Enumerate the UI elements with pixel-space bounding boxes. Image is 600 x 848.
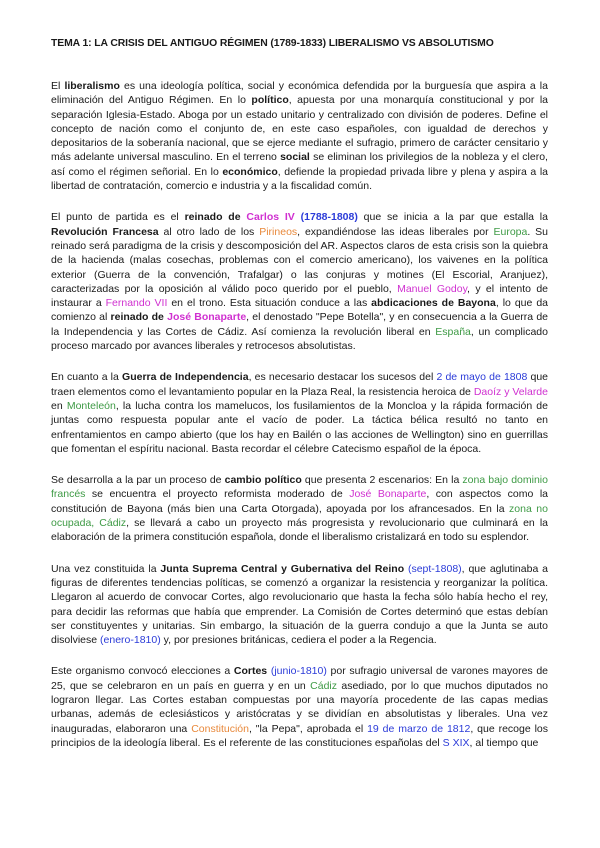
paragraph-liberalismo: El liberalismo es una ideología política, social y económica defendida por la burguesía que aspira a la eliminación del Antiguo Régimen. En lo político, apuesta por una monarquía constitucional y por la separación Iglesia-Estado. Aboga por un estado unitario y centralizado con división de poderes. Define el concepto de nación como el conjunto de, en este caso españoles, con igualdad de derechos y depositarios de la soberanía nacional, que se ejerce mediante el sufragio, primero de carácter censitario y más adelante universal masculino. En el terreno social se eliminan los privilegios de la nobleza y el clero, así como el régimen señorial. En lo económico, defiende la propiedad privada libre y plena y aspira a la libertad de contratación, comercio e industria y a la fiscalidad común. (51, 80, 549, 193)
paragraph-carlos-iv: El punto de partida es el reinado de Carlos IV (1788-1808) que se inicia a la par que estalla la Revolución Francesa al otro lado de los Pirineos, expandiéndose las ideas liberales por Europa. Su reinado será paradigma de la crisis y descomposición del AR. Aspectos claros de esta crisis son la quiebra de la hacienda (malas cosechas, problemas con el comercio americano), los vaivenes en la política exterior (Guerra de la convención, Trafalgar) o las conjuras y motines (El Escorial, Aranjuez), caracterizadas por la oposición al válido poco querido por el pueblo, Manuel Godoy, y el intento de instaurar a Fernando VII en el trono. Esta situación conduce a las abdicaciones de Bayona, lo que da comienzo al reinado de José Bonaparte, el denostado "Pepe Botella", y en consecuencia a la Guerra de la Independencia y las Cortes de Cádiz. Así comienza la revolución liberal en España, un complicado proceso marcado por avances liberales y retrocesos absolutistas. (51, 211, 549, 353)
paragraph-cambio-politico: Se desarrolla a la par un proceso de cambio político que presenta 2 escenarios: En la zona bajo dominio francés se encuentra el proyecto reformista moderado de José Bonaparte, con aspectos como la constitución de Bayona (más bien una Carta Otorgada), apoyada por los afrancesados. En la zona no ocupada, Cádiz, se llevará a cabo un proyecto más progresista y revolucionario que culminará en la elaboración de la primera constitución española, donde el liberalismo cristalizará en todo su esplendor. (51, 474, 549, 544)
page-title: TEMA 1: LA CRISIS DEL ANTIGUO RÉGIMEN (1789-1833) LIBERALISMO VS ABSOLUTISMO (51, 38, 494, 49)
paragraph-guerra-independencia: En cuanto a la Guerra de Independencia, es necesario destacar los sucesos del 2 de mayo de 1808 que traen elementos como el levantamiento popular en la Plaza Real, la resistencia heroica de Daoíz y Velarde en Monteleón, la lucha contra los mamelucos, los fusilamientos de la Moncloa y la rápida formación de juntas como respuesta popular ante el vacío de poder. La táctica bélica resultó no tanto en enfrentamientos en campo abierto (que los hay en Bailén o las acciones de Wellington) sino en guerrillas que fomentan el espíritu nacional. Basta recordar el célebre Catecismo español de la época. (51, 371, 549, 455)
paragraph-junta-suprema: Una vez constituida la Junta Suprema Central y Gubernativa del Reino (sept-1808), que aglutinaba a figuras de diferentes tendencias políticas, se comenzó a organizar la resistencia y reorganizar la política. Llegaron al acuerdo de convocar Cortes, algo revolucionario que hasta la fecha sólo había hecho el rey, para decidir las reformas que había que emprender. La Comisión de Cortes determinó que estas debían ser constituyentes y unitarias. Sin embargo, la situación de la guerra condujo a que la Junta se auto disolviese (enero-1810) y, por presiones británicas, cediera el poder a la Regencia. (51, 562, 548, 647)
paragraph-cortes: Este organismo convocó elecciones a Cortes (junio-1810) por sufragio universal de varones mayores de 25, que se celebraron en un país en guerra y en un Cádiz asediado, por lo que muchos diputados no lograron llegar. Las Cortes estaban compuestas por una mayoría procedente de las capas medias urbanas, además de eclesiásticos y aristócratas y se dividían en absolutistas y liberales. Una vez inauguradas, elaboraron una Constitución, "la Pepa", aprobada el 19 de marzo de 1812, que recoge los principios de la ideología liberal. Es el referente de las constituciones españolas del S XIX, al tiempo que (51, 665, 549, 749)
